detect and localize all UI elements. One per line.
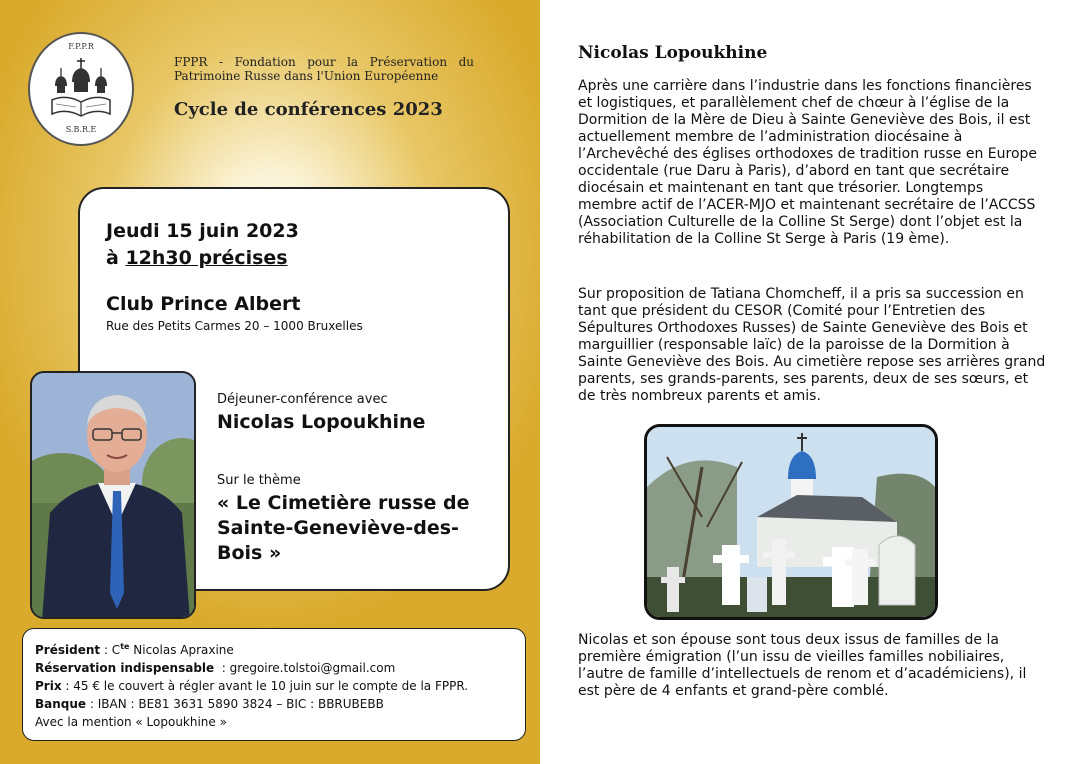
organization-name: FPPR - Fondation pour la Préservation du Patrimoine Russe dans l'Union Européenne bbox=[174, 55, 474, 83]
bank-value: : IBAN : BE81 3631 5890 3824 – BIC : BBRUBEBB bbox=[86, 697, 384, 711]
bio-paragraph-3: Nicolas et son épouse sont tous deux issus de familles de la première émigration (l’un issu de vieilles familles nobiliaires, l’autre de famille d’intellectuels de renom et d’académiciens), il est père de 4 enfants et grand-père comblé. bbox=[578, 632, 1027, 699]
event-venue: Club Prince Albert bbox=[106, 293, 301, 315]
speaker-name: Nicolas Lopoukhine bbox=[217, 411, 426, 433]
price-value: : 45 € le couvert à régler avant le 10 juin sur le compte de la FPPR. bbox=[61, 679, 469, 693]
mention-line: Avec la mention « Lopoukhine » bbox=[35, 715, 227, 729]
price-line bbox=[35, 677, 513, 695]
cemetery-illustration bbox=[647, 427, 935, 617]
church-domes-icon bbox=[46, 56, 116, 124]
event-time-prefix: à bbox=[106, 247, 126, 269]
bank-line bbox=[35, 695, 513, 713]
bio-paragraph-1: Après une carrière dans l’industrie dans les fonctions financières et logistiques, et parallèlement chef de chœur à l’église de la Dormition de la Mère de Dieu à Sainte Geneviève des Bois, il est actuellement membre de l’administration diocésaine à l’Archevêché des églises orthodoxes de tradition russe en Europe occidentale (rue Daru à Paris), d’abord en tant que secrétaire diocésain et maintenant en tant que trésorier. Longtemps membre actif de l’ACER-MJO et maintenant secrétaire de l’ACCSS (Association Culturelle de la Colline St Serge) dont l’objet est la réhabilitation de la Colline St Serge à Paris (19 ème). bbox=[578, 78, 1038, 247]
practical-info-box bbox=[22, 628, 526, 741]
president-value: Nicolas Apraxine bbox=[129, 643, 234, 657]
lunch-label: Déjeuner-conférence avec bbox=[217, 392, 388, 407]
president-line bbox=[35, 638, 513, 659]
president-prefix: : C bbox=[100, 643, 121, 657]
logo-top-text: F.P.P.R bbox=[68, 42, 94, 51]
event-date: Jeudi 15 juin 2023 bbox=[106, 220, 299, 242]
price-label: Prix bbox=[35, 679, 62, 693]
bank-label: Banque bbox=[35, 697, 87, 711]
speaker-photo-illustration bbox=[32, 373, 196, 619]
speaker-portrait bbox=[30, 371, 196, 619]
event-address: Rue des Petits Carmes 20 – 1000 Bruxelles bbox=[106, 319, 363, 333]
logo-bottom-text: S.B.R.E bbox=[65, 125, 97, 134]
fppr-logo bbox=[28, 32, 134, 146]
cycle-title: Cycle de conférences 2023 bbox=[174, 99, 443, 120]
bio-title: Nicolas Lopoukhine bbox=[578, 43, 768, 63]
right-panel bbox=[540, 0, 1080, 764]
reservation-label: Réservation indispensable bbox=[35, 661, 215, 675]
theme-label: Sur le thème bbox=[217, 473, 301, 488]
reservation-email[interactable]: : gregoire.tolstoi@gmail.com bbox=[214, 661, 396, 675]
theme-title: « Le Cimetière russe de Sainte-Geneviève-des-Bois » bbox=[217, 492, 470, 564]
event-time bbox=[106, 246, 288, 271]
cemetery-photo bbox=[644, 424, 938, 620]
bio-paragraph-2: Sur proposition de Tatiana Chomcheff, il a pris sa succession en tant que président du CESOR (Comité pour l’Entretien des Sépultures Orthodoxes Russes) de Sainte Geneviève des Bois et marguillier (responsable laïc) de la paroisse de la Dormition à Sainte Geneviève des Bois. Au cimetière repose ses arrières grand parents, ses grands-parents, ses parents, deux de ses sœurs, et de très nombreux parents et amis. bbox=[578, 286, 1046, 404]
president-sup: te bbox=[120, 642, 130, 651]
president-label: Président bbox=[35, 643, 101, 657]
event-time-value: 12h30 précises bbox=[125, 247, 288, 269]
reservation-line bbox=[35, 659, 513, 677]
